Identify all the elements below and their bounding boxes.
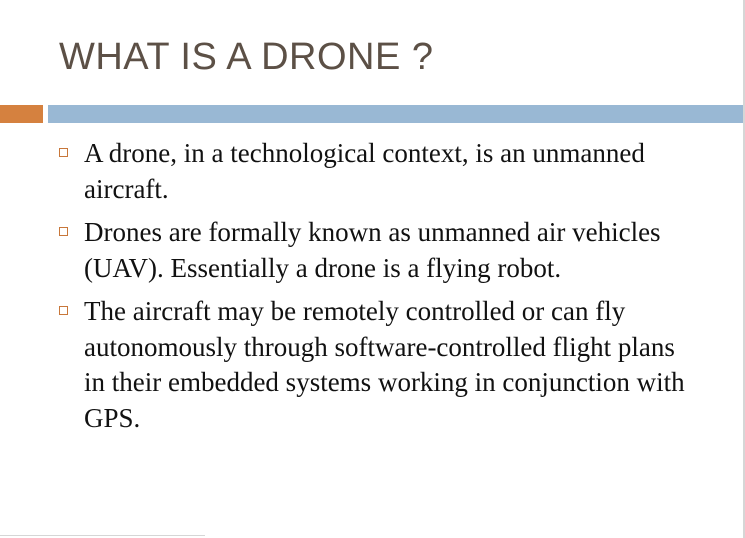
accent-bar-blue [48,105,745,123]
bullet-text: Drones are formally known as unmanned air vehicles (UAV). Essentially a drone is a flying robot. [84,217,661,283]
bullet-text: A drone, in a technological context, is an unmanned aircraft. [84,138,645,204]
bullet-text: The aircraft may be remotely controlled or can fly autonomously through software-controlled flight plans in their embedded systems working in conjunction with GPS. [84,296,685,433]
bullet-item [58,294,698,436]
hollow-square-icon [59,227,68,236]
bullet-item [58,136,698,207]
hollow-square-icon [59,306,68,315]
bullet-list [58,136,698,444]
bullet-item [58,215,698,286]
accent-bar-orange [0,105,43,123]
slide-title: WHAT IS A DRONE ? [59,36,434,78]
hollow-square-icon [59,148,68,157]
bottom-divider [0,535,205,536]
